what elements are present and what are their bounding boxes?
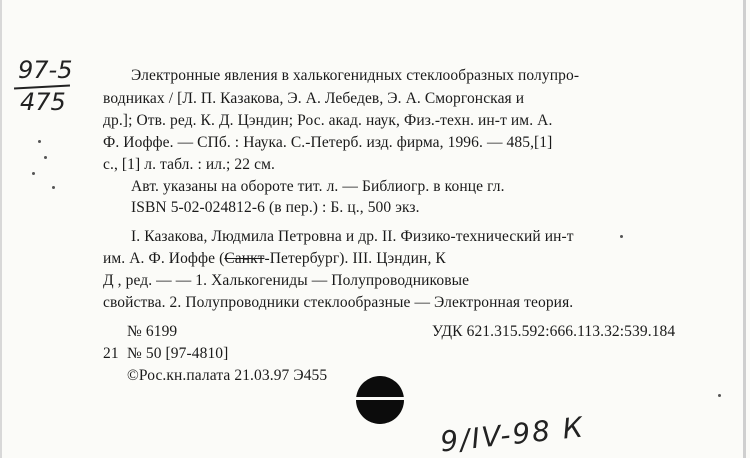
entry-line-2: водниках / [Л. П. Казакова, Э. А. Лебедев, Э. А. Сморгонская и — [103, 90, 525, 107]
speck — [44, 156, 47, 159]
ink-blot-gap — [352, 397, 408, 400]
entry-isbn: ISBN 5-02-024812-6 (в пер.) : Б. ц., 500 экз. — [131, 199, 420, 216]
card-left-edge — [0, 0, 2, 458]
tracing-line-2-post: -Петербург). III. Цэндин, К — [264, 250, 446, 267]
udk-code: УДК 621.315.592:666.113.32:539.184 — [432, 323, 676, 340]
ink-blot — [356, 376, 404, 424]
handwritten-date-note: 9/IV-98 К — [438, 410, 587, 458]
order-prefix: 21 — [103, 345, 119, 362]
speck — [38, 140, 41, 143]
entry-line-4: Ф. Иоффе. — СПб. : Наука. С.-Петерб. изд. фирма, 1996. — 485,[1] — [103, 134, 553, 151]
entry-line-3: др.]; Отв. ред. К. Д. Цэндин; Рос. акад. наук, Физ.-техн. ин-т им. А. — [103, 112, 553, 129]
tracing-line-3: Д , ред. — — 1. Халькогениды — Полупроводниковые — [103, 272, 470, 289]
speck — [32, 172, 35, 175]
entry-line-6: Авт. указаны на обороте тит. л. — Библиогр. в конце гл. — [131, 178, 505, 195]
speck — [620, 235, 623, 238]
speck — [52, 186, 55, 189]
shelfmark-bottom: 475 — [20, 88, 66, 116]
tracing-line-2-strike: Санкт — [224, 250, 265, 267]
speck — [718, 394, 721, 397]
card-right-edge — [743, 0, 746, 458]
entry-line-5: с., [1] л. табл. : ил.; 22 см. — [103, 156, 275, 173]
order-number: № 50 [97-4810] — [127, 345, 229, 362]
entry-line-1: Электронные явления в халькогенидных стеклообразных полупро- — [131, 67, 580, 84]
chamber-stamp: ©Рос.кн.палата 21.03.97 Э455 — [127, 367, 328, 384]
card-number: № 6199 — [127, 323, 178, 340]
tracing-line-4: свойства. 2. Полупроводники стеклообразные — Электронная теория. — [103, 294, 574, 311]
tracing-line-2-pre: им. А. Ф. Иоффе ( — [103, 250, 225, 267]
tracing-line-2 — [103, 250, 446, 268]
tracing-line-1: I. Казакова, Людмила Петровна и др. II. Физико-технический ин-т — [131, 228, 574, 245]
shelfmark-top: 97-5 — [18, 56, 73, 84]
